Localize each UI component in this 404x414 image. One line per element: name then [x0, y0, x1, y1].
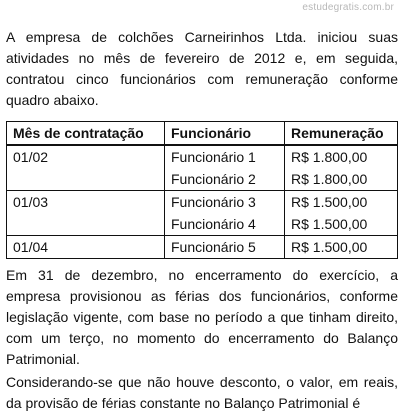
intro-paragraph: A empresa de colchões Carneirinhos Ltda. iniciou suas atividades no mês de fevereiro de 2012 e, em seguida, contratou cinco funcionários com remuneração conforme quadro abaixo. [6, 29, 398, 108]
cell-funcionario: Funcionário 4 [165, 213, 285, 236]
cell-remuneracao: R$ 1.800,00 [285, 145, 398, 168]
cell-mes: 01/02 [7, 145, 165, 168]
cell-funcionario: Funcionário 3 [165, 191, 285, 214]
table-row [7, 168, 398, 191]
salary-table [6, 121, 398, 259]
cell-remuneracao: R$ 1.800,00 [285, 168, 398, 191]
cell-remuneracao: R$ 1.500,00 [285, 236, 398, 259]
question-text [6, 27, 398, 414]
header-funcionario: Funcionário [165, 122, 285, 146]
cell-mes [7, 213, 165, 236]
table-row [7, 145, 398, 168]
question-paragraph: Considerando-se que não houve desconto, o valor, em reais, da provisão de férias constante no Balanço Patrimonial é [6, 374, 398, 411]
cell-funcionario: Funcionário 5 [165, 236, 285, 259]
table-row [7, 213, 398, 236]
cell-funcionario: Funcionário 2 [165, 168, 285, 191]
table-row [7, 191, 398, 214]
cell-funcionario: Funcionário 1 [165, 145, 285, 168]
table-row [7, 236, 398, 259]
header-mes: Mês de contratação [7, 122, 165, 146]
cell-mes [7, 168, 165, 191]
table-header-row [7, 122, 398, 146]
site-watermark: estudegratis.com.br [302, 2, 394, 13]
cell-remuneracao: R$ 1.500,00 [285, 213, 398, 236]
header-remuneracao: Remuneração [285, 122, 398, 146]
cell-mes: 01/04 [7, 236, 165, 259]
cell-remuneracao: R$ 1.500,00 [285, 191, 398, 214]
cell-mes: 01/03 [7, 191, 165, 214]
provision-paragraph: Em 31 de dezembro, no encerramento do exercício, a empresa provisionou as férias dos funcionários, conforme legislação vigente, com base no período a que tinham direito, com um terço, no momento do encerramento do Balanço Patrimonial. [6, 267, 398, 367]
